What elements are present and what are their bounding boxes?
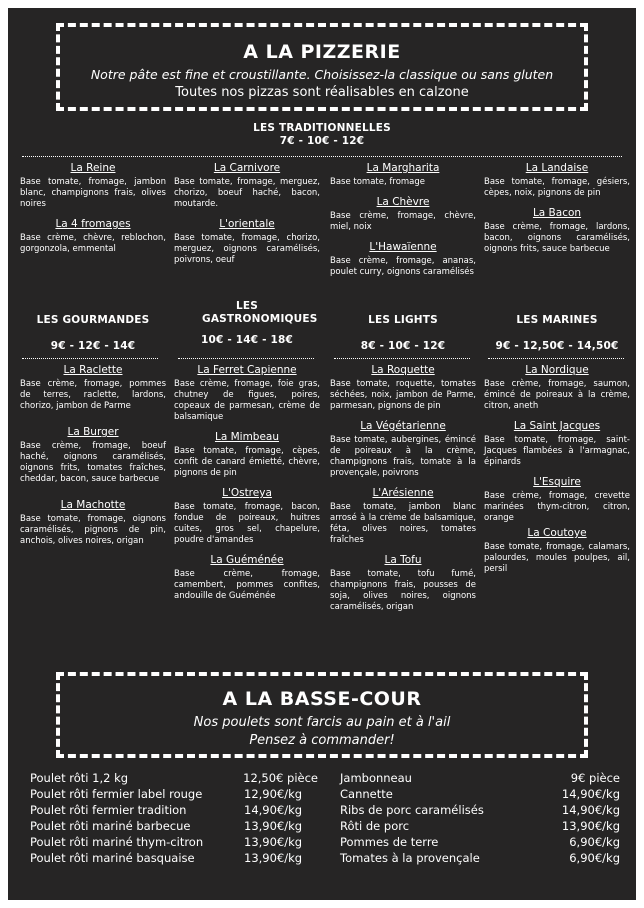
pizza-ingredients: Base tomate, fromage, calamars, palourdes, moules poulpes, ail, persil [484, 542, 630, 574]
pizza-ingredients: Base tomate, fromage, bacon, fondue de poireaux, huitres cuites, gros sel, chapelure, poudre d'amandes [174, 502, 320, 545]
pizza-ingredients: Base crème, fromage, camembert, pommes confites, andouille de Guéménée [174, 569, 320, 601]
bassecour-title: A LA BASSE-COUR [222, 688, 422, 710]
item-price: 13,90€/kg [244, 835, 303, 849]
pizza-name: La Chèvre [376, 196, 430, 208]
item-price: 9€ pièce [570, 771, 620, 785]
pizza-item [484, 527, 630, 575]
pizza-name: La Carnivore [213, 162, 281, 174]
pizza-ingredients: Base tomate, fromage [330, 177, 426, 187]
pizza-ingredients: Base tomate, fromage, jambon blanc, champignons frais, olives noires [20, 177, 166, 209]
pizza-ingredients: Base crème, chèvre, reblochon, gorgonzola, emmental [20, 233, 166, 254]
pizza-name: La Reine [70, 162, 116, 174]
pizza-name: L'Hawaïenne [369, 241, 437, 253]
pizza-name: L'Esquire [533, 476, 581, 488]
pizza-item [174, 554, 320, 602]
item-price: 13,90€/kg [244, 819, 303, 833]
list-item [30, 770, 318, 786]
pizza-item [330, 364, 476, 412]
pizza-name: La Coutoye [527, 527, 587, 539]
pizza-item [330, 241, 476, 278]
pizza-ingredients: Base crème, fromage, crevette marinées thym-citron, citron, orange [484, 491, 630, 523]
pizza-item [330, 554, 476, 613]
pizza-item [174, 431, 320, 479]
pizzeria-header [56, 23, 588, 111]
pizza-name: La Guéménée [210, 554, 284, 566]
pizza-item [484, 420, 630, 468]
list-item [30, 802, 318, 818]
pizza-item [330, 162, 476, 188]
list-item [340, 786, 620, 802]
pizza-ingredients: Base crème, fromage, pommes de terres, raclette, lardons, chorizo, jambon de Parme [20, 379, 166, 411]
pizza-item [20, 499, 166, 547]
pizza-name: La Margharita [366, 162, 440, 174]
pizza-ingredients: Base crème, fromage, boeuf haché, oignons caramélisés, oignons frits, tomates fraîches, cheddar, bacon, sauce barbecue [20, 441, 166, 484]
item-price: 14,90€/kg [561, 787, 620, 801]
pizza-ingredients: Base tomate, fromage, saint-Jacques flambées à l'armagnac, épinards [484, 435, 630, 467]
pizza-item [484, 364, 630, 412]
item-name: Jambonneau [340, 771, 412, 785]
pizza-name: La Burger [67, 426, 119, 438]
pizza-item [330, 196, 476, 233]
item-price: 12,90€/kg [244, 787, 303, 801]
item-price: 14,90€/kg [244, 803, 303, 817]
marines-column [484, 364, 630, 583]
list-item [340, 850, 620, 866]
pizza-name: La Mimbeau [214, 431, 280, 443]
pizza-name: La Bacon [532, 207, 582, 219]
pizza-name: La Végétarienne [360, 420, 446, 432]
gastronomiques-heading [174, 300, 320, 347]
item-price: 13,90€/kg [244, 851, 303, 865]
trad-column-4 [484, 162, 630, 263]
category-prices: 8€ - 10€ - 12€ [360, 340, 446, 352]
item-price: 13,90€/kg [561, 819, 620, 833]
item-price: 12,50€ pièce [243, 771, 318, 785]
pizza-name: La Ferret Capienne [197, 364, 297, 376]
pizza-name: La Saint Jacques [513, 420, 601, 432]
category-separator [334, 358, 470, 359]
list-item [30, 818, 318, 834]
pizza-ingredients: Base crème, fromage, saumon, émincé de poireaux à la crème, citron, aneth [484, 379, 630, 411]
pizza-ingredients: Base crème, fromage, ananas, poulet curry, oignons caramélisés [330, 256, 476, 277]
traditionnelles-separator [22, 156, 622, 157]
pizza-ingredients: Base tomate, fromage, merguez, chorizo, boeuf haché, bacon, moutarde. [174, 177, 320, 209]
trad-column-2 [174, 162, 320, 274]
pizza-item [20, 162, 166, 210]
bassecour-order-note: Pensez à commander! [249, 733, 395, 748]
pizzeria-title: A LA PIZZERIE [243, 41, 401, 63]
item-price: 6,90€/kg [569, 851, 620, 865]
pizza-item [174, 364, 320, 423]
lights-column [330, 364, 476, 621]
pizza-item [484, 207, 630, 255]
pizza-name: La 4 fromages [55, 218, 131, 230]
pizza-item [174, 487, 320, 546]
pizza-name: L'Arésienne [372, 487, 434, 499]
gourmandes-heading [20, 314, 166, 353]
category-separator [22, 358, 158, 359]
pizza-ingredients: Base tomate, roquette, tomates séchées, noix, jambon de Parme, parmesan, pignons de pin [330, 379, 476, 411]
marines-heading [484, 314, 630, 353]
list-item [30, 850, 318, 866]
pizza-name: La Raclette [63, 364, 123, 376]
pizza-ingredients: Base crème, fromage, chèvre, miel, noix [330, 211, 476, 232]
menu-board [8, 8, 636, 900]
item-name: Poulet rôti 1,2 kg [30, 771, 129, 785]
pizza-ingredients: Base tomate, fromage, chorizo, merguez, oignons caramélisés, poivrons, oeuf [174, 233, 320, 265]
item-name: Poulet rôti mariné thym-citron [30, 835, 204, 849]
pizza-name: L'Ostreya [222, 487, 272, 499]
category-title: LES MARINES [516, 314, 598, 326]
item-name: Rôti de porc [340, 819, 410, 833]
pizza-name: La Landaise [525, 162, 589, 174]
bassecour-subtitle: Nos poulets sont farcis au pain et à l'ail [193, 715, 451, 730]
pizza-item [330, 420, 476, 479]
traditionnelles-heading [8, 122, 636, 148]
list-item [340, 834, 620, 850]
item-name: Poulet rôti mariné barbecue [30, 819, 191, 833]
item-name: Poulet rôti fermier label rouge [30, 787, 203, 801]
pizza-item [20, 218, 166, 255]
traditionnelles-title: LES TRADITIONNELLES [253, 122, 391, 134]
item-name: Ribs de porc caramélisés [340, 803, 484, 817]
traditionnelles-prices: 7€ - 10€ - 12€ [279, 135, 365, 147]
item-name: Tomates à la provençale [340, 851, 480, 865]
item-name: Pommes de terre [340, 835, 439, 849]
gastronomiques-column [174, 364, 320, 610]
list-item [340, 802, 620, 818]
poultry-list-right [340, 770, 620, 866]
category-prices: 10€ - 14€ - 18€ [200, 334, 294, 346]
pizza-ingredients: Base tomate, fromage, cèpes, confit de canard émietté, chèvre, pignons de pin [174, 446, 320, 478]
pizza-item [484, 162, 630, 199]
list-item [30, 834, 318, 850]
pizza-ingredients: Base tomate, aubergines, émincé de poireaux à la crème, champignons frais, tomate à la provençale, poivrons [330, 435, 476, 478]
pizza-name: La Tofu [384, 554, 422, 566]
gourmandes-column [20, 364, 166, 555]
pizzeria-calzone-note: Toutes nos pizzas sont réalisables en calzone [175, 85, 469, 100]
pizza-ingredients: Base crème, fromage, foie gras, chutney de figues, poires, copeaux de parmesan, crème de balsamique [174, 379, 320, 422]
pizza-item [484, 476, 630, 524]
lights-heading [330, 314, 476, 353]
item-price: 6,90€/kg [569, 835, 620, 849]
pizza-ingredients: Base tomate, jambon blanc arrosé à la crème de balsamique, féta, olives noires, tomates fraîches [330, 502, 476, 545]
item-price: 14,90€/kg [561, 803, 620, 817]
category-prices: 9€ - 12,50€ - 14,50€ [495, 340, 619, 352]
pizza-ingredients: Base tomate, fromage, gésiers, cèpes, noix, pignons de pin [484, 177, 630, 198]
pizza-ingredients: Base tomate, tofu fumé, champignons frais, pousses de soja, olives noires, oignons caramélisés, origan [330, 569, 476, 612]
pizza-item [174, 218, 320, 266]
item-name: Poulet rôti mariné basquaise [30, 851, 195, 865]
pizza-name: La Roquette [371, 364, 435, 376]
pizza-name: L'orientale [219, 218, 275, 230]
pizza-item [20, 364, 166, 412]
bassecour-header [56, 672, 588, 758]
category-title: LES GOURMANDES [36, 314, 150, 326]
item-name: Cannette [340, 787, 393, 801]
pizza-item [174, 162, 320, 210]
pizza-item [20, 426, 166, 485]
poultry-list-left [30, 770, 318, 866]
category-separator [178, 358, 314, 359]
item-name: Poulet rôti fermier tradition [30, 803, 187, 817]
list-item [340, 770, 620, 786]
category-prices: 9€ - 12€ - 14€ [50, 340, 136, 352]
trad-column-1 [20, 162, 166, 263]
list-item [340, 818, 620, 834]
pizza-ingredients: Base tomate, fromage, oignons caramélisés, pignons de pin, anchois, olives noires, origan [20, 514, 166, 546]
pizzeria-subtitle: Notre pâte est fine et croustillante. Choisissez-la classique ou sans gluten [90, 67, 554, 82]
pizza-item [330, 487, 476, 546]
list-item [30, 786, 318, 802]
category-title: LES LIGHTS [368, 314, 438, 326]
pizza-ingredients: Base crème, fromage, lardons, bacon, oignons caramélisés, oignons frits, sauce barbecue [484, 222, 630, 254]
category-title: LES GASTRONOMIQUES [202, 300, 318, 325]
category-separator [488, 358, 624, 359]
pizza-name: La Nordique [525, 364, 589, 376]
trad-column-3 [330, 162, 476, 286]
pizza-name: La Machotte [60, 499, 126, 511]
